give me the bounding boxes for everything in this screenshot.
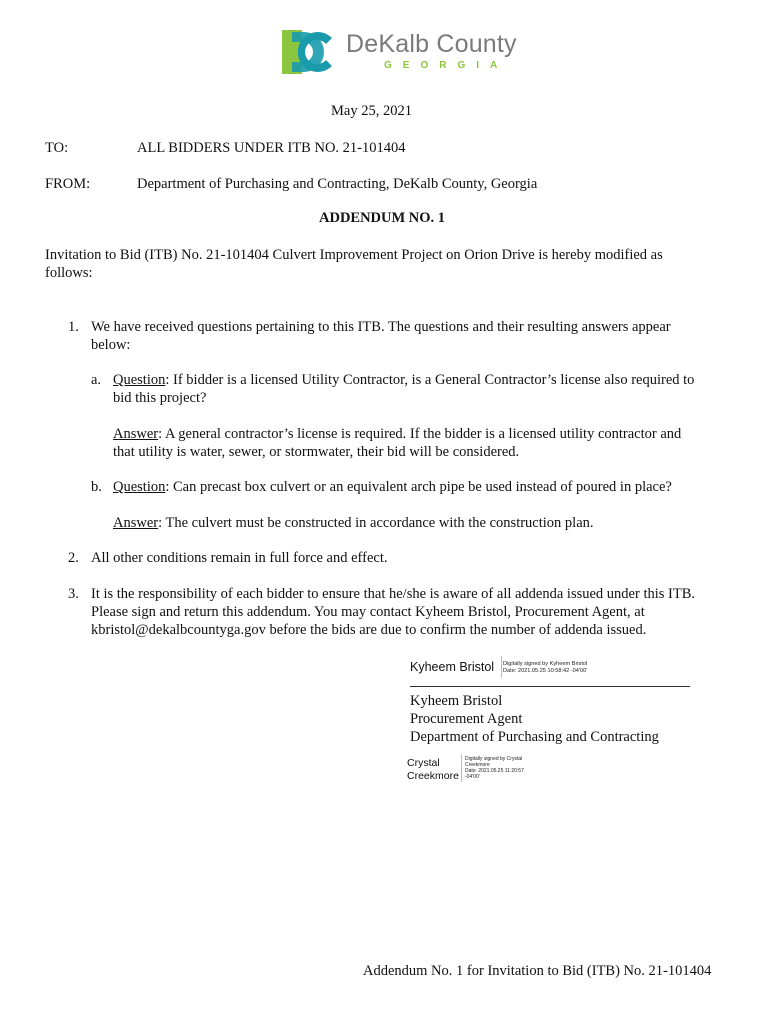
page-footer: Addendum No. 1 for Invitation to Bid (ITB) No. 21-101404 bbox=[363, 963, 712, 979]
item-2-text: All other conditions remain in full force and effect. bbox=[91, 550, 388, 566]
signature-divider bbox=[501, 656, 502, 678]
digital-signed-by: Digitally signed by Kyheem Bristol bbox=[503, 661, 588, 667]
signer-2-first: Crystal bbox=[407, 757, 440, 769]
from-value: Department of Purchasing and Contracting, DeKalb County, Georgia bbox=[137, 176, 538, 192]
item-3-line-2: Please sign and return this addendum. You may contact Kyheem Bristol, Procurement Agent, at bbox=[91, 604, 645, 620]
sig2-line-1: Digitally signed by Crystal bbox=[465, 756, 523, 762]
item-1-line-2: below: bbox=[91, 337, 131, 353]
answer-text: : A general contractor’s license is required. If the bidder is a licensed utility contractor and bbox=[158, 426, 682, 442]
signer-department: Department of Purchasing and Contracting bbox=[410, 729, 659, 745]
digital-signature-2-name bbox=[407, 757, 459, 783]
qa-a-question-line-2: bid this project? bbox=[113, 390, 207, 406]
addendum-title: ADDENDUM NO. 1 bbox=[319, 210, 446, 226]
question-label: Question bbox=[113, 479, 166, 495]
item-3-number: 3. bbox=[68, 586, 79, 602]
question-text: : Can precast box culvert or an equivalent arch pipe be used instead of poured in place? bbox=[165, 479, 672, 495]
qa-a-answer-line-1 bbox=[113, 425, 681, 443]
question-label: Question bbox=[113, 372, 166, 388]
signer-role: Procurement Agent bbox=[410, 711, 523, 727]
signer-2-last: Creekmore bbox=[407, 770, 459, 782]
qa-b-answer bbox=[113, 514, 594, 532]
signature-2-divider bbox=[461, 754, 462, 782]
org-name: DeKalb County bbox=[346, 30, 517, 58]
answer-label: Answer bbox=[113, 426, 159, 442]
sig2-line-3: Date: 2021.05.25 11:20:57 bbox=[465, 768, 524, 774]
sig2-line-4: -04'00' bbox=[465, 774, 480, 780]
from-label: FROM: bbox=[45, 176, 91, 192]
answer-label: Answer bbox=[113, 515, 159, 531]
qa-a-question-line-1 bbox=[113, 371, 694, 389]
sig2-line-2: Creekmore bbox=[465, 762, 490, 768]
dc-logo-icon bbox=[282, 30, 334, 74]
qa-b-letter: b. bbox=[91, 479, 102, 495]
signer-name: Kyheem Bristol bbox=[410, 693, 503, 709]
digital-signature-details bbox=[503, 661, 587, 675]
intro-line-1: Invitation to Bid (ITB) No. 21-101404 Culvert Improvement Project on Orion Drive is hereby modified as bbox=[45, 247, 663, 263]
signature-line bbox=[410, 686, 690, 687]
item-2-number: 2. bbox=[68, 550, 79, 566]
digital-signature-name: Kyheem Bristol bbox=[410, 660, 495, 674]
org-subtitle: GEORGIA bbox=[384, 60, 509, 71]
digital-signature-2-details bbox=[465, 756, 524, 780]
memo-date: May 25, 2021 bbox=[331, 103, 412, 119]
question-text: : If bidder is a licensed Utility Contractor, is a General Contractor’s license also required to bbox=[165, 372, 695, 388]
qa-a-answer-line-2: that utility is water, sewer, or stormwater, their bid will be considered. bbox=[113, 444, 520, 460]
qa-a-letter: a. bbox=[91, 372, 102, 388]
digital-signed-date: Date: 2021.05.25 10:58:42 -04'00' bbox=[503, 668, 588, 674]
item-1-line-1: We have received questions pertaining to this ITB. The questions and their resulting answers appear bbox=[91, 319, 671, 335]
to-label: TO: bbox=[45, 140, 69, 156]
to-value: ALL BIDDERS UNDER ITB NO. 21-101404 bbox=[137, 140, 406, 156]
intro-line-2: follows: bbox=[45, 265, 93, 281]
item-3-line-3: kbristol@dekalbcountyga.gov before the bids are due to confirm the number of addenda issued. bbox=[91, 622, 647, 638]
answer-text: : The culvert must be constructed in accordance with the construction plan. bbox=[158, 515, 594, 531]
item-3-line-1: It is the responsibility of each bidder to ensure that he/she is aware of all addenda issued under this ITB. bbox=[91, 586, 696, 602]
qa-b-question bbox=[113, 478, 672, 496]
item-1-number: 1. bbox=[68, 319, 79, 335]
